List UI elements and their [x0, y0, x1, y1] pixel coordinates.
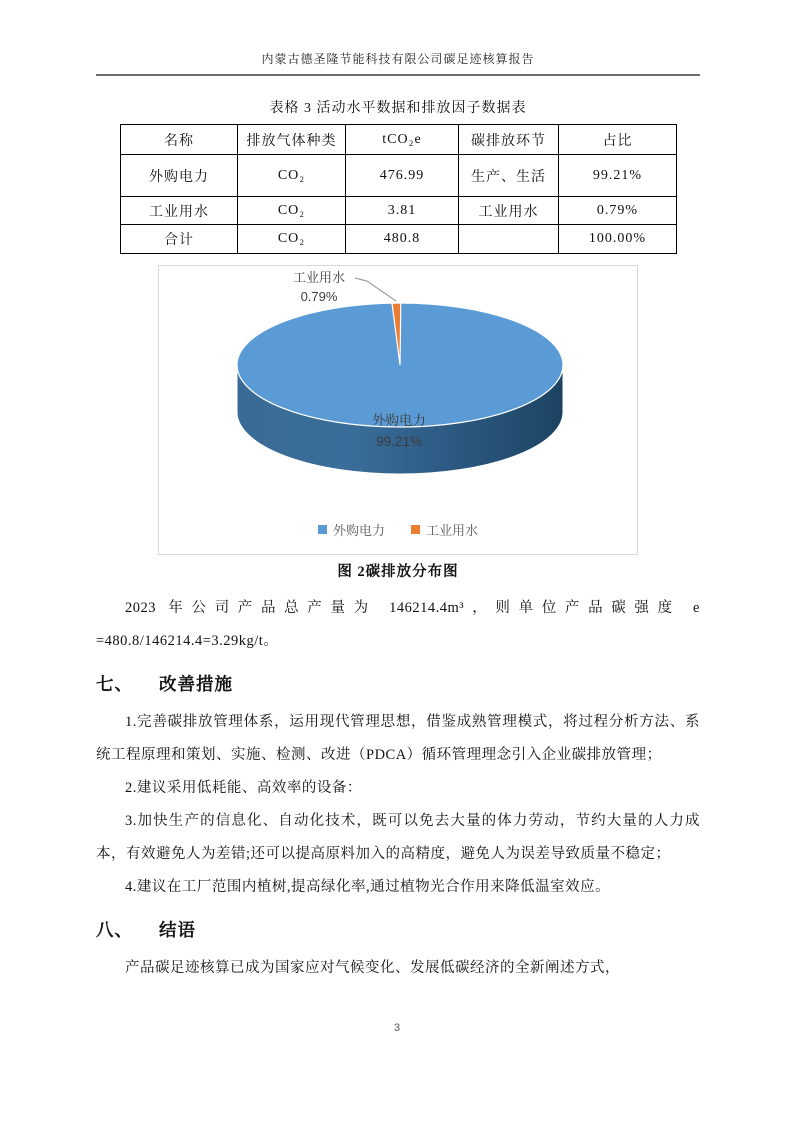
cell-name: 外购电力 — [121, 155, 238, 197]
cell-share: 0.79% — [559, 197, 677, 225]
cell-share: 100.00% — [559, 225, 677, 254]
section-7-number: 七、 — [96, 674, 133, 694]
pie-callout-value: 0.79% — [300, 289, 338, 304]
chart-legend — [159, 520, 637, 539]
cell-name: 工业用水 — [121, 197, 238, 225]
cell-gas: CO₂ — [238, 197, 346, 225]
cell-stage — [459, 225, 559, 254]
cell-share: 99.21% — [559, 155, 677, 197]
section-7-heading — [96, 671, 700, 696]
cell-tco2e: 3.81 — [346, 197, 459, 225]
emissions-table — [120, 124, 677, 254]
col-header-gas: 排放气体种类 — [238, 125, 346, 155]
legend-swatch-orange-icon — [411, 525, 420, 534]
legend-label: 工业用水 — [426, 523, 479, 538]
col-header-share: 占比 — [559, 125, 677, 155]
pie-slice-name: 外购电力 — [372, 413, 426, 428]
legend-swatch-blue-icon — [318, 525, 327, 534]
cell-tco2e: 476.99 — [346, 155, 459, 197]
intensity-line-2: =480.8/146214.4=3.29kg/t。 — [96, 633, 279, 649]
document-header — [96, 50, 700, 76]
cell-name: 合计 — [121, 225, 238, 254]
table-caption: 表格 3 活动水平数据和排放因子数据表 — [269, 101, 527, 116]
emissions-table-header — [121, 125, 677, 155]
figure-caption: 图 2碳排放分布图 — [337, 564, 459, 580]
pie-slice-label — [339, 410, 459, 452]
improvement-item-3: 3.加快生产的信息化、自动化技术，既可以免去大量的体力劳动，节约大量的人力成本，有效避免人为差错;还可以提高原料加入的高精度，避免人为误差导致质量不稳定； — [96, 813, 700, 862]
legend-item-water — [411, 520, 478, 539]
improvement-item-1: 1.完善碳排放管理体系，运用现代管理思想，借鉴成熟管理模式，将过程分析方法、系统工程原理和策划、实施、检测、改进（PDCA）循环管理理念引入企业碳排放管理； — [96, 714, 700, 763]
table-row — [121, 155, 677, 197]
conclusion-paragraph: 产品碳足迹核算已成为国家应对气候变化、发展低碳经济的全新阐述方式， — [125, 960, 620, 976]
intensity-line-1: 2023 年公司产品总产量为 146214.4m³，则单位产品碳强度 e — [125, 600, 700, 616]
col-header-tco2e: tCO₂e — [346, 125, 459, 155]
cell-stage: 工业用水 — [459, 197, 559, 225]
cell-gas: CO₂ — [238, 225, 346, 254]
document-header-title: 内蒙古德圣隆节能科技有限公司碳足迹核算报告 — [261, 52, 535, 66]
cell-tco2e: 480.8 — [346, 225, 459, 254]
pie-slice-value: 99.21% — [376, 434, 422, 449]
section-8-heading — [96, 917, 700, 942]
pie-callout-name: 工业用水 — [292, 270, 345, 285]
legend-item-electricity — [318, 520, 385, 539]
col-header-stage: 碳排放环节 — [459, 125, 559, 155]
cell-stage: 生产、生活 — [459, 155, 559, 197]
col-header-name: 名称 — [121, 125, 238, 155]
improvement-item-2: 2.建议采用低耗能、高效率的设备： — [125, 780, 362, 796]
pie-callout-label — [267, 268, 371, 306]
improvement-item-4: 4.建议在工厂范围内植树,提高绿化率,通过植物光合作用来降低温室效应。 — [125, 879, 611, 895]
section-7-title: 改善措施 — [159, 674, 233, 694]
page-number: 3 — [393, 1022, 401, 1034]
table-row — [121, 225, 677, 254]
legend-label: 外购电力 — [332, 523, 385, 538]
pie-chart — [158, 265, 638, 555]
section-8-number: 八、 — [96, 920, 133, 940]
section-8-title: 结语 — [159, 920, 196, 940]
cell-gas: CO₂ — [238, 155, 346, 197]
table-row — [121, 197, 677, 225]
